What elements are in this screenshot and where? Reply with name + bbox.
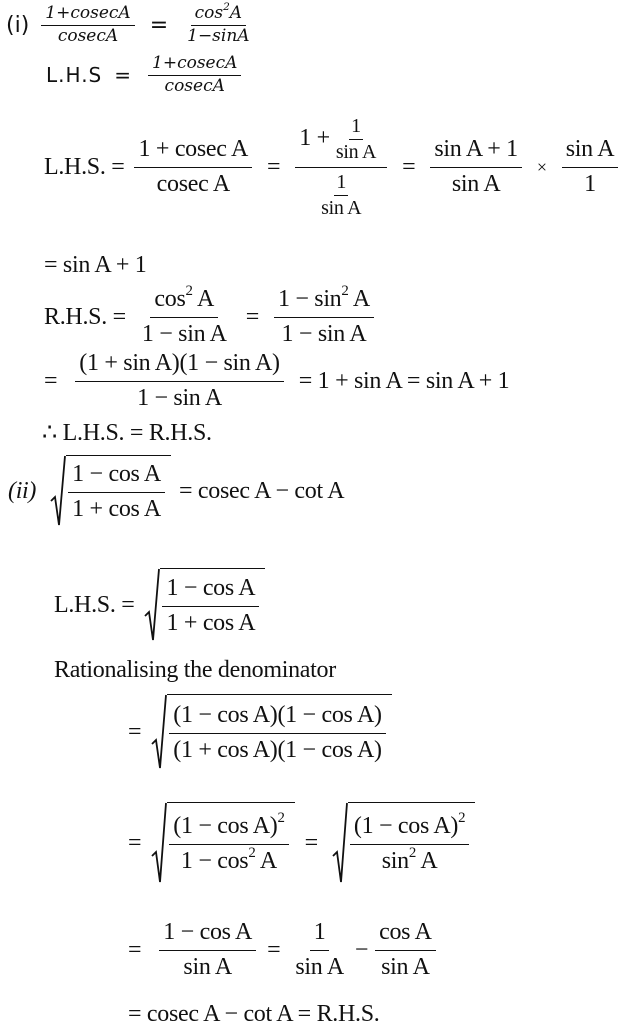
radical-sign-icon [144,568,160,642]
lhs-step-label: L.H.S. = [44,153,125,180]
radical-sign-icon [332,802,348,884]
rhs-step2-fraction [75,350,283,412]
question-lhs-numerator: 1+cosecA [41,4,134,26]
part-ii-label: (ii) [8,477,37,504]
lhs-def-denominator: cosecA [164,75,225,96]
part-ii-step2-root2-body [348,802,475,884]
rhs-frac2-num-tail: A [352,285,370,312]
step2-f2-den-exp: 2 [408,844,416,861]
part-ii-step3-equals: = [128,936,142,963]
conclusion-text: ∴ L.H.S. = R.H.S. [42,419,212,446]
question-equals: = [149,12,169,38]
step2-f1-den-tail: A [259,848,277,874]
lhs-step-fraction-3 [430,136,522,198]
lhs-result-text: = sin A + 1 [44,251,147,278]
part-ii-step2-f1-denominator [177,845,281,876]
part-ii-lhs [54,566,265,644]
part-ii-step3-f1-denominator: sin A [183,953,232,980]
rhs-step-2 [44,348,509,414]
part-ii-step1-numerator: (1 − cos A)(1 − cos A) [169,702,385,734]
question-rhs-denominator: 1−sinA [187,25,250,46]
compound-den-denominator: sin A [321,196,362,219]
lhs-result [44,248,146,282]
lhs-step-fraction-1 [134,136,252,198]
part-ii-step1-denominator: (1 + cos A)(1 − cos A) [173,737,382,763]
part-i-question [6,0,259,50]
rhs-frac1-num-tail: A [197,285,215,312]
part-ii-question-numerator: 1 − cos A [68,461,165,493]
step2-f1-num-base: (1 − cos A) [173,813,278,840]
rhs-step2-equals: = [44,367,58,394]
question-lhs-fraction [41,4,134,46]
lhs-step-frac4-numerator: sin A [562,136,619,168]
lhs-def-equals: = [114,63,132,87]
step2-f1-den-base: 1 − cos [180,848,249,874]
part-ii-step3-equals-2: = [267,936,281,963]
part-ii-step2-fraction-1 [169,810,288,875]
part-ii-step2-root1-body [167,802,294,884]
part-ii-step1-fraction [169,702,385,764]
rhs-step1-frac1-numerator [150,282,218,318]
rhs-step1-equals: = [245,303,259,330]
part-ii-lhs-numerator: 1 − cos A [162,575,259,607]
step2-f2-num-base: (1 − cos A) [353,813,459,840]
part-ii-step3-f2-denominator: sin A [295,953,344,980]
part-ii-question-root-body [66,455,171,527]
part-ii-step3-minus: − [354,936,369,963]
rationalising-text [54,654,336,686]
part-ii-lhs-root-body [160,568,265,642]
question-rhs-num-tail: A [229,2,243,23]
part-ii-question [8,452,344,530]
part-ii-step2-equals: = [128,829,142,856]
part-ii-step-1 [128,692,392,772]
part-ii-step3-f1-numerator: 1 − cos A [159,919,256,951]
part-i-label: (i) [6,12,30,38]
lhs-step-frac1-numerator: 1 + cosec A [134,136,252,168]
lhs-step-equals-2: = [402,153,416,180]
lhs-def-fraction [148,54,241,96]
part-ii-question-root [50,455,171,527]
step2-f2-den-base: sin [381,848,409,874]
rhs-step2-denominator: 1 − sin A [137,384,222,411]
lhs-step-frac1-denominator: cosec A [156,170,230,197]
part-ii-step2-f2-denominator [378,845,442,876]
part-ii-step-3 [128,918,441,982]
radical-sign-icon [151,802,167,884]
part-ii-step1-root-body [167,694,391,770]
compound-inner-numerator: 1 [349,115,363,140]
question-rhs-num-base: cos [194,2,224,23]
rhs-frac2-num-base: 1 − sin [277,285,342,312]
lhs-step-times: × [536,156,547,177]
compound-inner-fraction [334,115,378,164]
rhs-frac2-num-exp: 2 [341,282,349,299]
part-ii-step1-root [151,694,391,770]
compound-den-fraction [319,171,363,220]
part-ii-step1-equals: = [128,718,142,745]
rhs-step1-fraction-1 [138,282,231,348]
rhs-step1-frac1-denominator: 1 − sin A [141,320,227,347]
rhs-step2-numerator: (1 + sin A)(1 − sin A) [75,350,283,382]
compound-numerator [295,115,387,168]
lhs-def-numerator: 1+cosecA [148,54,241,76]
rhs-step2-tail: = 1 + sin A = sin A + 1 [298,367,510,394]
lhs-step-equals-1: = [267,153,281,180]
compound-inner-denominator: sin A [335,140,377,163]
part-ii-lhs-label: L.H.S. = [54,591,135,618]
rhs-step1-label: R.H.S. = [44,303,126,330]
lhs-step [44,102,623,232]
part-ii-step2-equals-2: = [304,829,318,856]
rhs-step1-fraction-2 [274,282,374,348]
part-ii-lhs-root [144,568,265,642]
part-ii-question-denominator: 1 + cos A [72,496,161,522]
step2-f2-den-tail: A [420,848,438,874]
compound-num-prefix: 1 + [299,125,330,152]
step2-f1-den-exp: 2 [248,844,256,861]
part-ii-step3-f3-denominator: sin A [381,953,430,980]
part-ii-step2-f1-numerator [169,810,288,845]
question-rhs-num-exp: 2 [223,0,230,13]
part-ii-question-fraction [68,461,165,523]
question-rhs-numerator [191,0,246,26]
rationalising-label: Rationalising the denominator [54,656,336,683]
question-lhs-denominator: cosecA [57,25,119,46]
part-ii-step2-root-2 [332,802,475,884]
lhs-step-frac3-numerator: sin A + 1 [430,136,522,168]
lhs-step-compound-fraction [295,115,387,220]
step2-f1-num-exp: 2 [277,810,285,827]
lhs-step-fraction-4 [562,136,619,198]
lhs-definition [46,50,246,100]
lhs-def-label: L.H.S [46,63,103,87]
part-ii-step2-root-1 [151,802,294,884]
part-ii-step3-fraction-2 [291,919,348,981]
part-ii-step3-fraction-1 [159,919,256,981]
part-ii-lhs-denominator: 1 + cos A [166,610,256,636]
rhs-step1-frac2-numerator [274,282,374,318]
radical-sign-icon [151,694,167,770]
lhs-step-frac4-denominator: 1 [584,170,596,197]
rhs-frac1-num-exp: 2 [185,282,193,299]
lhs-step-frac3-denominator: sin A [451,170,501,197]
compound-denominator [310,168,372,220]
part-i-conclusion [42,416,212,448]
part-ii-question-rhs: = cosec A − cot A [178,477,345,504]
step2-f2-num-exp: 2 [458,810,466,827]
rhs-step-1 [44,284,379,350]
rhs-frac1-num-base: cos [154,285,186,312]
part-ii-step3-f3-numerator: cos A [375,919,436,951]
radical-sign-icon [50,455,66,527]
part-ii-step3-f2-numerator: 1 [310,919,330,951]
part-ii-step-2 [128,800,475,886]
part-ii-step3-fraction-3 [375,919,436,981]
part-ii-step2-f2-numerator [350,810,469,845]
compound-den-numerator: 1 [334,171,348,196]
part-ii-final [128,998,379,1030]
rhs-step1-frac2-denominator: 1 − sin A [281,320,367,347]
part-ii-final-text: = cosec A − cot A = R.H.S. [128,1000,380,1027]
part-ii-step2-fraction-2 [350,810,469,875]
question-rhs-fraction [183,0,253,46]
part-ii-lhs-fraction [162,575,259,637]
